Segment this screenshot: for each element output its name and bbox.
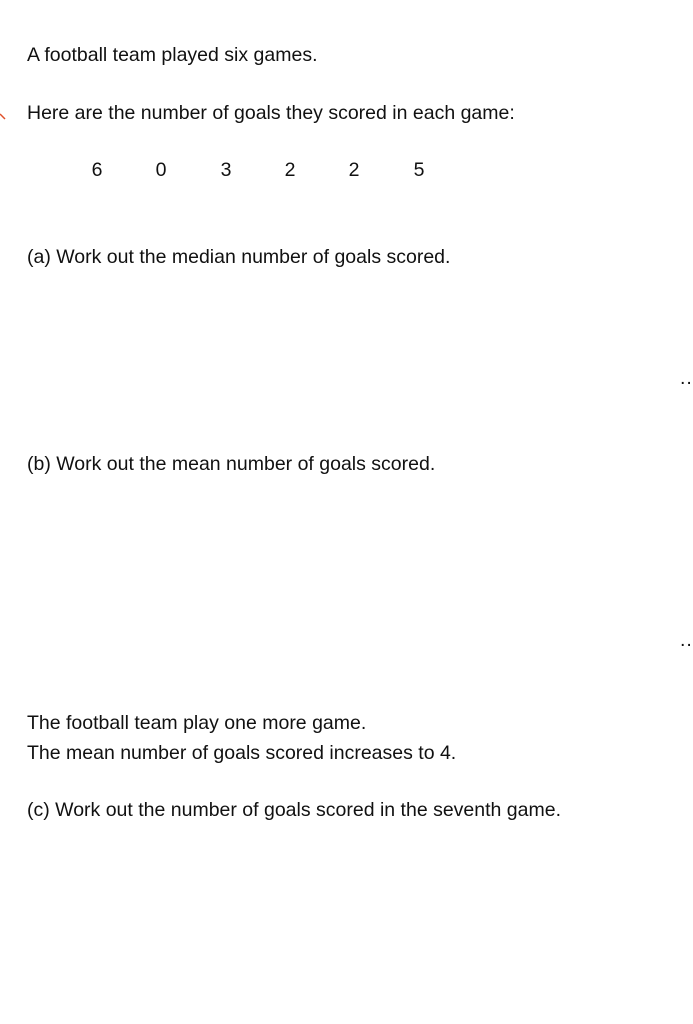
goal-value: 3 <box>220 159 232 181</box>
goal-value: 2 <box>284 159 296 181</box>
extra-info-line-1: The football team play one more game. <box>27 712 367 734</box>
part-c-question: (c) Work out the number of goals scored in the seventh game. <box>27 799 561 821</box>
part-a-answer-line: .. <box>680 367 693 389</box>
goal-value: 0 <box>155 159 167 181</box>
goal-value: 6 <box>91 159 103 181</box>
intro-line-1: A football team played six games. <box>27 44 318 66</box>
part-a-question: (a) Work out the median number of goals scored. <box>27 246 451 268</box>
goal-value: 2 <box>348 159 360 181</box>
part-b-question: (b) Work out the mean number of goals scored. <box>27 453 436 475</box>
margin-mark-icon <box>0 112 6 122</box>
intro-line-2: Here are the number of goals they scored in each game: <box>27 102 515 124</box>
goal-value: 5 <box>413 159 425 181</box>
extra-info-line-2: The mean number of goals scored increases to 4. <box>27 742 457 764</box>
part-b-answer-line: .. <box>680 629 693 651</box>
